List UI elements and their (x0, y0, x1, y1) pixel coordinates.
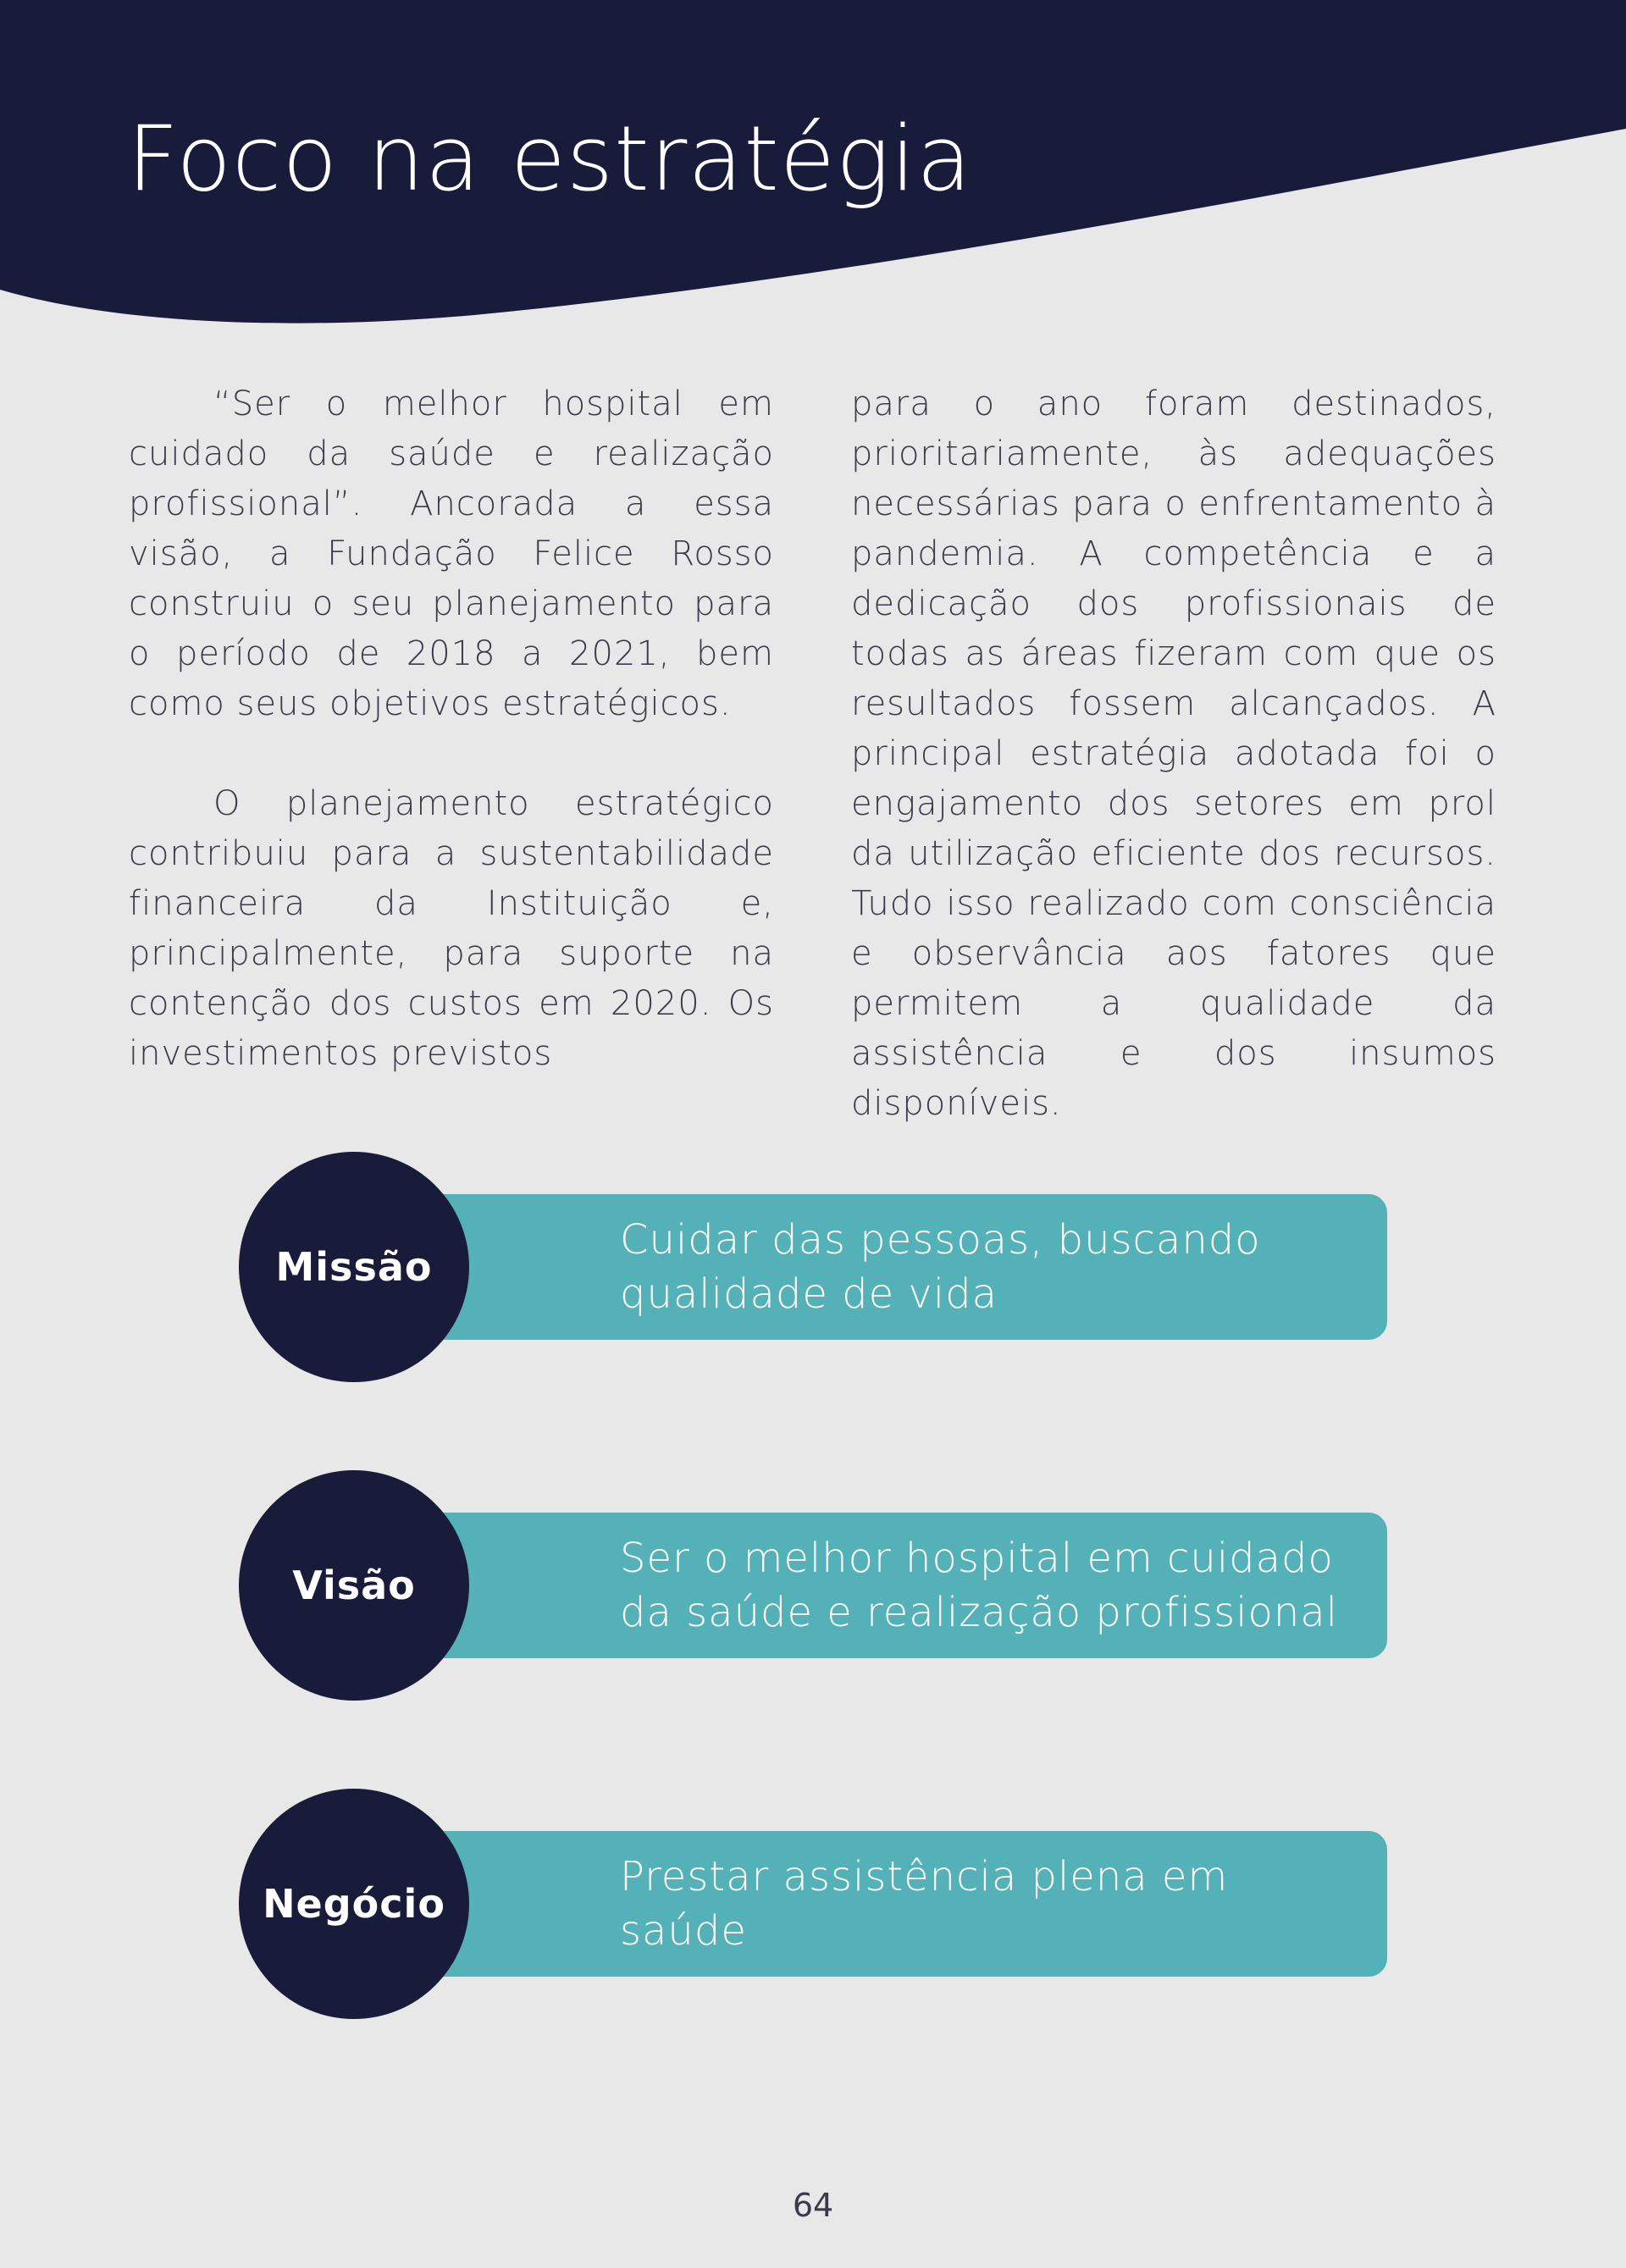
pillar-description: Ser o melhor hospital em cuidado da saúde e realização profissional (620, 1535, 1339, 1636)
pillar-description: Prestar assistência plena em saúde (620, 1853, 1229, 1955)
pillar-negocio (239, 1789, 1387, 2019)
pillar-description: Cuidar das pessoas, buscando qualidade de vida (620, 1216, 1261, 1318)
pillar-missao (239, 1152, 1387, 1382)
text-column-left (129, 379, 774, 1079)
text-column-right (851, 379, 1496, 1129)
pillar-circle-label: Negócio (239, 1789, 469, 2019)
pillar-visao (239, 1470, 1387, 1701)
body-paragraph: para o ano foram destinados, prioritariamente, às adequações necessárias para o enfrentamento à pandemia. A competência e a dedicação dos profissionais de todas as áreas fizeram com que os resultados fossem alcançados. A principal estratégia adotada foi o engajamento dos setores em prol da utilização eficiente dos recursos. Tudo isso realizado com consciência e observância aos fatores que permitem a qualidade da assistência e dos insumos disponíveis. (851, 384, 1496, 1123)
page-title: Foco na estratégia (127, 107, 973, 211)
body-paragraph: “Ser o melhor hospital em cuidado da saúde e realização profissional”. Ancorada a essa visão, a Fundação Felice Rosso construiu o seu planejamento para o período de 2018 a 2021, bem como seus objetivos estratégicos. (129, 384, 774, 723)
pillar-circle-label: Missão (239, 1152, 469, 1382)
page-number: 64 (792, 2187, 834, 2224)
pillar-circle-label: Visão (239, 1470, 469, 1701)
body-paragraph: O planejamento estratégico contribuiu para a sustentabilidade financeira da Instituição e, principalmente, para suporte na contenção dos custos em 2020. Os investimentos previstos (129, 784, 774, 1073)
